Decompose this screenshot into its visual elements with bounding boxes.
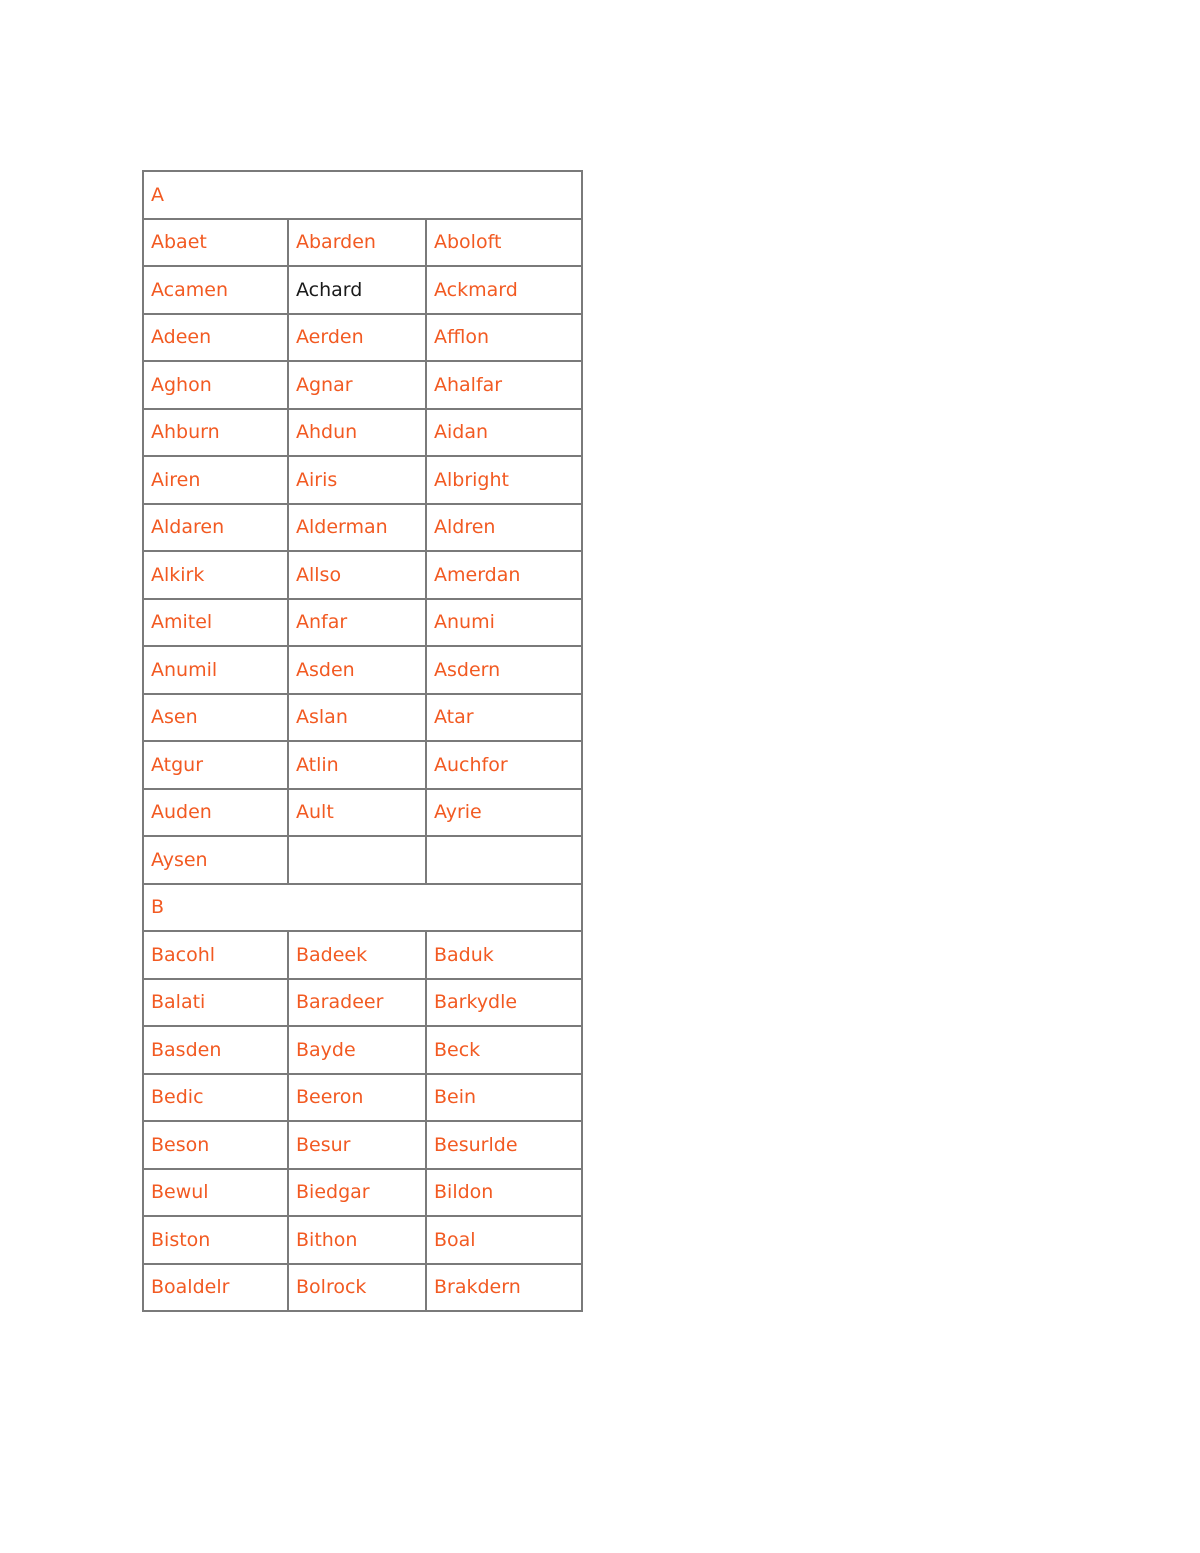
name-link[interactable]: Asdern — [426, 646, 582, 694]
name-link[interactable]: Aldaren — [143, 504, 288, 552]
name-link[interactable]: Albright — [426, 456, 582, 504]
name-link[interactable]: Atgur — [143, 741, 288, 789]
name-link[interactable]: Anumi — [426, 599, 582, 647]
table-row — [143, 789, 582, 837]
name-link[interactable]: Acamen — [143, 266, 288, 314]
section-header-row — [143, 884, 582, 932]
name-link[interactable]: Airen — [143, 456, 288, 504]
name-link[interactable]: Barkydle — [426, 979, 582, 1027]
name-link[interactable]: Bayde — [288, 1026, 426, 1074]
name-link[interactable]: Baradeer — [288, 979, 426, 1027]
name-link[interactable]: Airis — [288, 456, 426, 504]
table-row — [143, 1264, 582, 1312]
name-link[interactable]: Besur — [288, 1121, 426, 1169]
name-link[interactable]: Alderman — [288, 504, 426, 552]
table-row — [143, 694, 582, 742]
table-row — [143, 599, 582, 647]
name-link[interactable]: Amitel — [143, 599, 288, 647]
name-link[interactable]: Ayrie — [426, 789, 582, 837]
name-link[interactable]: Aghon — [143, 361, 288, 409]
empty-cell — [426, 836, 582, 884]
table-row — [143, 931, 582, 979]
empty-cell — [288, 836, 426, 884]
table-row — [143, 409, 582, 457]
name-link[interactable]: Auchfor — [426, 741, 582, 789]
table-row — [143, 219, 582, 267]
table-row — [143, 1026, 582, 1074]
table-row — [143, 456, 582, 504]
name-link[interactable]: Aidan — [426, 409, 582, 457]
name-link[interactable]: Anumil — [143, 646, 288, 694]
name-link[interactable]: Beeron — [288, 1074, 426, 1122]
name-link[interactable]: Bacohl — [143, 931, 288, 979]
table-row — [143, 1074, 582, 1122]
names-table-body — [143, 171, 582, 1311]
name-link[interactable]: Basden — [143, 1026, 288, 1074]
name-link[interactable]: Boaldelr — [143, 1264, 288, 1312]
names-table — [142, 170, 583, 1312]
name-link[interactable]: Brakdern — [426, 1264, 582, 1312]
name-link[interactable]: Ahdun — [288, 409, 426, 457]
name-link[interactable]: Auden — [143, 789, 288, 837]
table-row — [143, 361, 582, 409]
name-link[interactable]: Boal — [426, 1216, 582, 1264]
name-link[interactable]: Bithon — [288, 1216, 426, 1264]
table-row — [143, 1216, 582, 1264]
name-link[interactable]: Aldren — [426, 504, 582, 552]
table-row — [143, 266, 582, 314]
name-link[interactable]: Balati — [143, 979, 288, 1027]
name-link[interactable]: Bildon — [426, 1169, 582, 1217]
name-link[interactable]: Aerden — [288, 314, 426, 362]
table-row — [143, 504, 582, 552]
table-row — [143, 979, 582, 1027]
name-link[interactable]: Ahalfar — [426, 361, 582, 409]
name-link[interactable]: Ault — [288, 789, 426, 837]
name-link[interactable]: Agnar — [288, 361, 426, 409]
name-link[interactable]: Anfar — [288, 599, 426, 647]
name-link[interactable]: Adeen — [143, 314, 288, 362]
name-link[interactable]: Atlin — [288, 741, 426, 789]
table-row — [143, 741, 582, 789]
table-row — [143, 551, 582, 599]
name-cell: Achard — [288, 266, 426, 314]
table-row — [143, 1169, 582, 1217]
name-link[interactable]: Abaet — [143, 219, 288, 267]
name-link[interactable]: Bolrock — [288, 1264, 426, 1312]
name-link[interactable]: Alkirk — [143, 551, 288, 599]
section-header-row — [143, 171, 582, 219]
table-row — [143, 314, 582, 362]
section-letter-heading[interactable]: B — [143, 884, 582, 932]
name-link[interactable]: Beson — [143, 1121, 288, 1169]
table-row — [143, 836, 582, 884]
name-link[interactable]: Atar — [426, 694, 582, 742]
section-letter-heading[interactable]: A — [143, 171, 582, 219]
name-link[interactable]: Asden — [288, 646, 426, 694]
name-link[interactable]: Bein — [426, 1074, 582, 1122]
name-link[interactable]: Bewul — [143, 1169, 288, 1217]
name-link[interactable]: Bedic — [143, 1074, 288, 1122]
name-link[interactable]: Baduk — [426, 931, 582, 979]
table-row — [143, 1121, 582, 1169]
name-link[interactable]: Allso — [288, 551, 426, 599]
name-link[interactable]: Ackmard — [426, 266, 582, 314]
table-row — [143, 646, 582, 694]
name-link[interactable]: Biedgar — [288, 1169, 426, 1217]
name-link[interactable]: Beck — [426, 1026, 582, 1074]
name-link[interactable]: Biston — [143, 1216, 288, 1264]
name-link[interactable]: Abarden — [288, 219, 426, 267]
name-link[interactable]: Aboloft — [426, 219, 582, 267]
name-link[interactable]: Badeek — [288, 931, 426, 979]
name-link[interactable]: Ahburn — [143, 409, 288, 457]
name-link[interactable]: Aysen — [143, 836, 288, 884]
name-link[interactable]: Amerdan — [426, 551, 582, 599]
name-link[interactable]: Asen — [143, 694, 288, 742]
name-link[interactable]: Afflon — [426, 314, 582, 362]
name-link[interactable]: Besurlde — [426, 1121, 582, 1169]
name-link[interactable]: Aslan — [288, 694, 426, 742]
